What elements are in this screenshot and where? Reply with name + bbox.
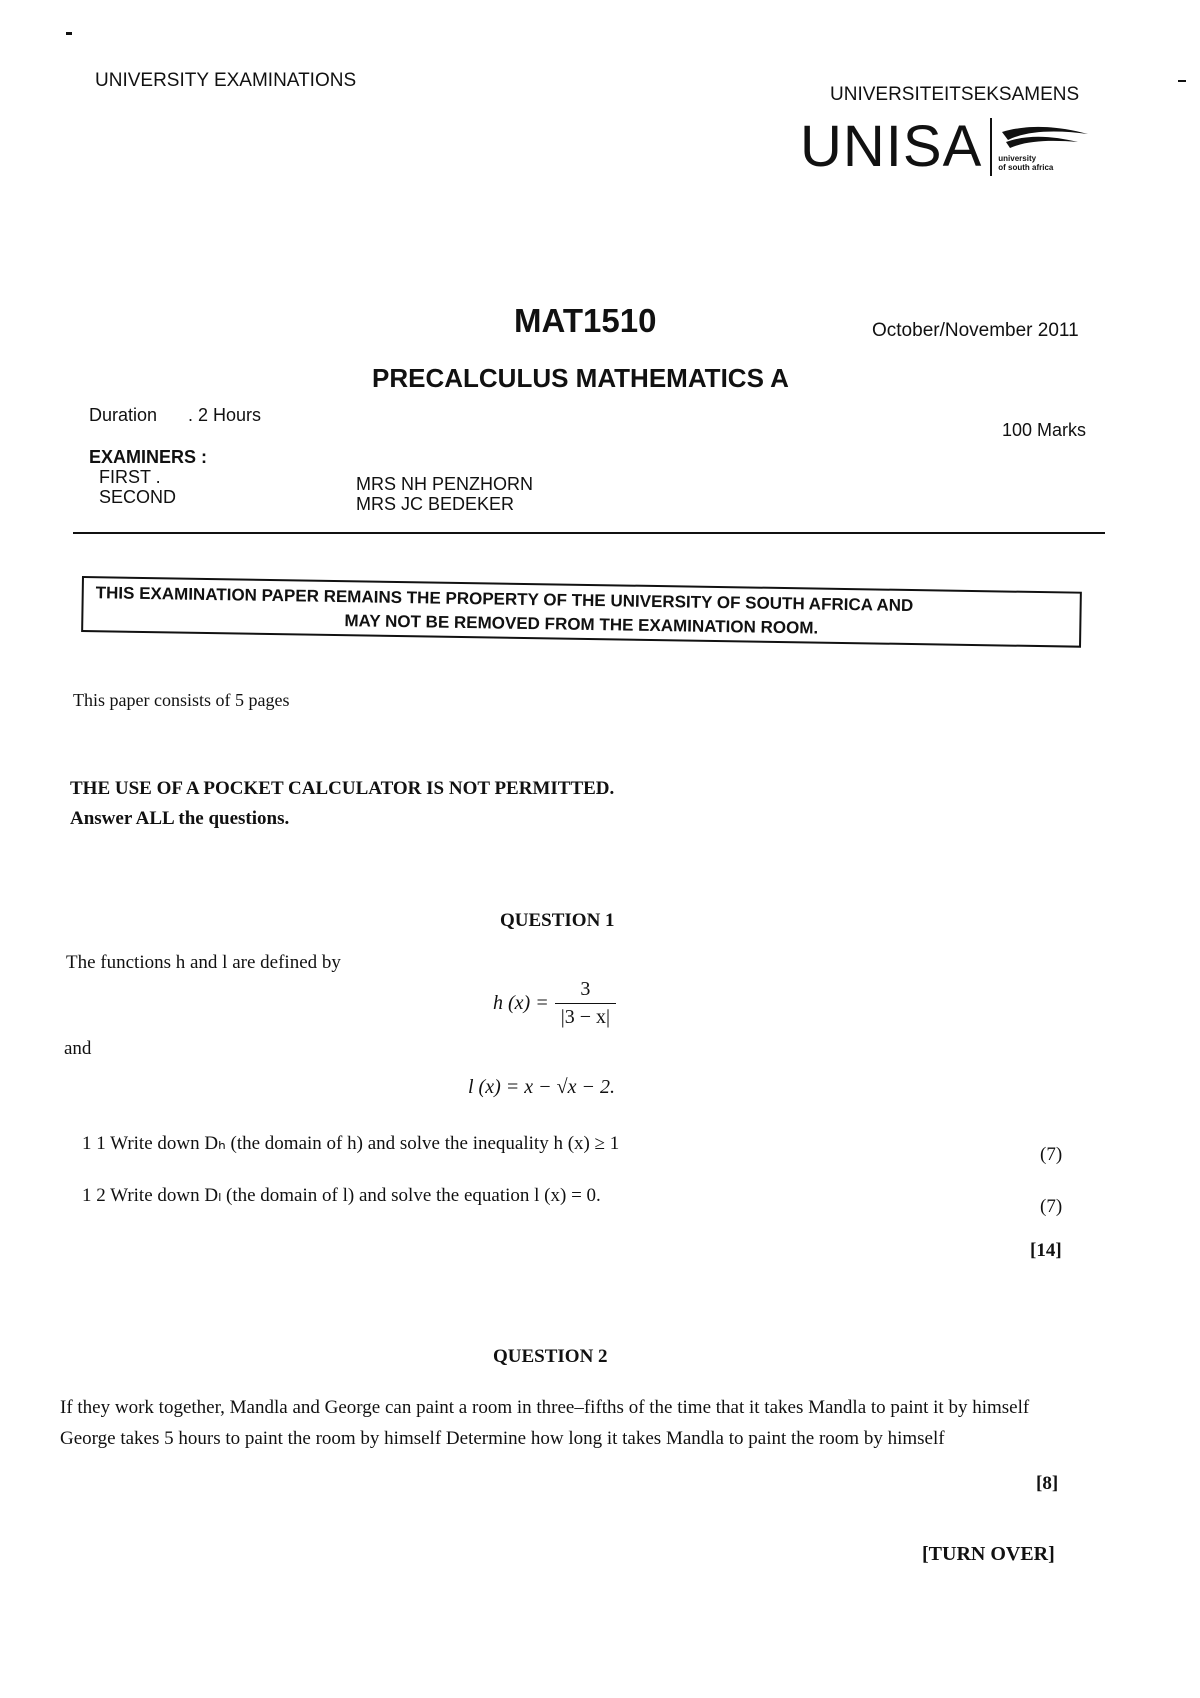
second-examiner-label: SECOND (99, 487, 177, 507)
course-code: MAT1510 (514, 302, 657, 339)
question-2-total: [8] (1036, 1473, 1059, 1494)
logo-tagline-2: of south africa (998, 163, 1054, 172)
scan-speck (66, 32, 72, 35)
first-examiner-name: MRS NH PENZHORN (356, 474, 534, 494)
calculator-instruction: THE USE OF A POCKET CALCULATOR IS NOT PERMITTED. (70, 778, 615, 799)
logo-tagline-1: university (998, 154, 1037, 163)
turn-over-note: [TURN OVER] (922, 1543, 1055, 1565)
header-right-title: UNIVERSITEITSEKSAMENS (830, 84, 1080, 105)
total-marks: 100 Marks (1002, 420, 1087, 440)
first-examiner-label: FIRST . (99, 467, 161, 487)
question-1-title: QUESTION 1 (500, 910, 615, 931)
h-numerator: 3 (580, 978, 591, 1000)
logo-divider (990, 118, 992, 176)
logo-emblem (998, 122, 1090, 172)
question-1-total: [14] (1030, 1240, 1062, 1261)
h-denominator: |3 − x| (555, 1003, 616, 1029)
question-2-text: If they work together, Mandla and George can paint a room in three–fifths of the time that it takes Mandla to paint it by himself George takes 5 hours to paint the room by himself Determine how long it takes Mandla to paint the room by himself (60, 1397, 1030, 1449)
h-definition (493, 978, 616, 1029)
logo-wordmark: UNISA (800, 114, 983, 179)
h-lhs: h (x) = (493, 992, 549, 1014)
subquestion-1-2: 1 2 Write down Dₗ (the domain of l) and solve the equation l (x) = 0. (82, 1185, 601, 1206)
exam-session: October/November 2011 (872, 320, 1079, 341)
subquestion-1-2-marks: (7) (1040, 1196, 1063, 1217)
subquestion-1-1-marks: (7) (1040, 1144, 1063, 1165)
property-notice-box (81, 576, 1082, 648)
duration-value: . 2 Hours (188, 405, 262, 425)
question-1-intro: The functions h and l are defined by (66, 952, 341, 973)
l-definition: l (x) = x − √x − 2. (468, 1076, 615, 1098)
notice-line-1: THIS EXAMINATION PAPER REMAINS THE PROPERTY OF THE UNIVERSITY OF SOUTH AFRICA AND (95, 583, 914, 616)
h-fraction (555, 978, 616, 1029)
course-title: PRECALCULUS MATHEMATICS A (372, 363, 789, 393)
notice-line-2: MAY NOT BE REMOVED FROM THE EXAMINATION ROOM. (344, 611, 819, 638)
header-left-title: UNIVERSITY EXAMINATIONS (95, 70, 357, 91)
examiners-heading: EXAMINERS : (89, 447, 208, 467)
logo-swoosh-icon (998, 122, 1090, 154)
scan-speck (1178, 80, 1186, 82)
question-2-title: QUESTION 2 (493, 1346, 608, 1367)
answer-all-instruction: Answer ALL the questions. (70, 808, 290, 829)
unisa-logo (800, 114, 1090, 179)
connector-and: and (64, 1038, 92, 1059)
second-examiner-name: MRS JC BEDEKER (356, 494, 515, 514)
page-count-note: This paper consists of 5 pages (73, 690, 290, 710)
subquestion-1-1: 1 1 Write down Dₕ (the domain of h) and solve the inequality h (x) ≥ 1 (82, 1133, 620, 1154)
duration-label: Duration (89, 405, 158, 425)
header-divider (73, 532, 1105, 534)
